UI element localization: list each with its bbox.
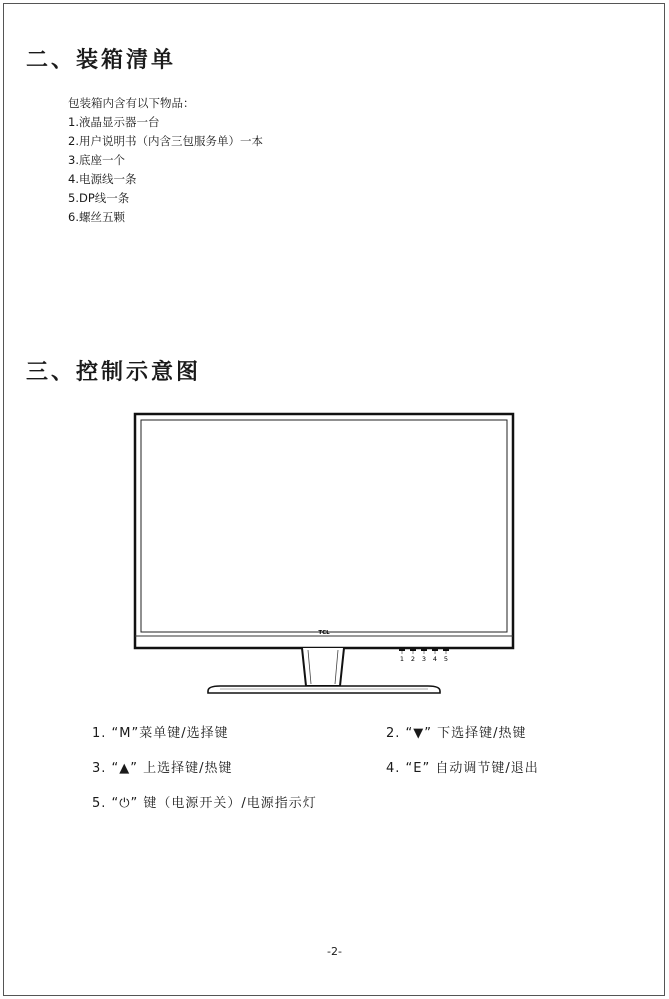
brand-logo: TCL [318, 630, 330, 636]
packing-list-item: 3.底座一个 [68, 153, 125, 167]
button-number: 3 [421, 655, 427, 663]
monitor-screen [141, 420, 507, 632]
control-item-5: 5. “⏻” 键（电源开关）/电源指示灯 [92, 796, 317, 811]
button-2[interactable] [410, 648, 416, 651]
button-1[interactable] [399, 648, 405, 651]
packing-list-item: 5.DP线一条 [68, 191, 130, 205]
section-title-packing-list: 二、装箱清单 [26, 48, 177, 73]
page-number: -2- [327, 945, 342, 958]
button-number: 4 [432, 655, 438, 663]
section-title-control-diagram: 三、控制示意图 [26, 360, 202, 385]
packing-list-item: 4.电源线一条 [68, 172, 137, 186]
button-5[interactable] [443, 648, 449, 651]
packing-list-item: 2.用户说明书（内含三包服务单）一本 [68, 134, 263, 148]
packing-list-item: 1.液晶显示器一台 [68, 115, 160, 129]
button-4[interactable] [432, 648, 438, 651]
control-item-3: 3. “▲” 上选择键/热键 [92, 761, 233, 776]
button-number: 2 [410, 655, 416, 663]
control-item-4: 4. “E” 自动调节键/退出 [386, 761, 539, 776]
packing-list-intro: 包装箱内含有以下物品： [68, 96, 195, 110]
control-item-1: 1. “M”菜单键/选择键 [92, 726, 229, 741]
monitor-diagram [128, 410, 520, 700]
button-number: 1 [399, 655, 405, 663]
button-3[interactable] [421, 648, 427, 651]
button-number: 5 [443, 655, 449, 663]
packing-list [68, 94, 263, 227]
control-buttons [399, 648, 449, 663]
packing-list-item: 6.螺丝五颗 [68, 210, 125, 224]
stand-base [208, 686, 440, 693]
control-item-2: 2. “▼” 下选择键/热键 [386, 726, 527, 741]
